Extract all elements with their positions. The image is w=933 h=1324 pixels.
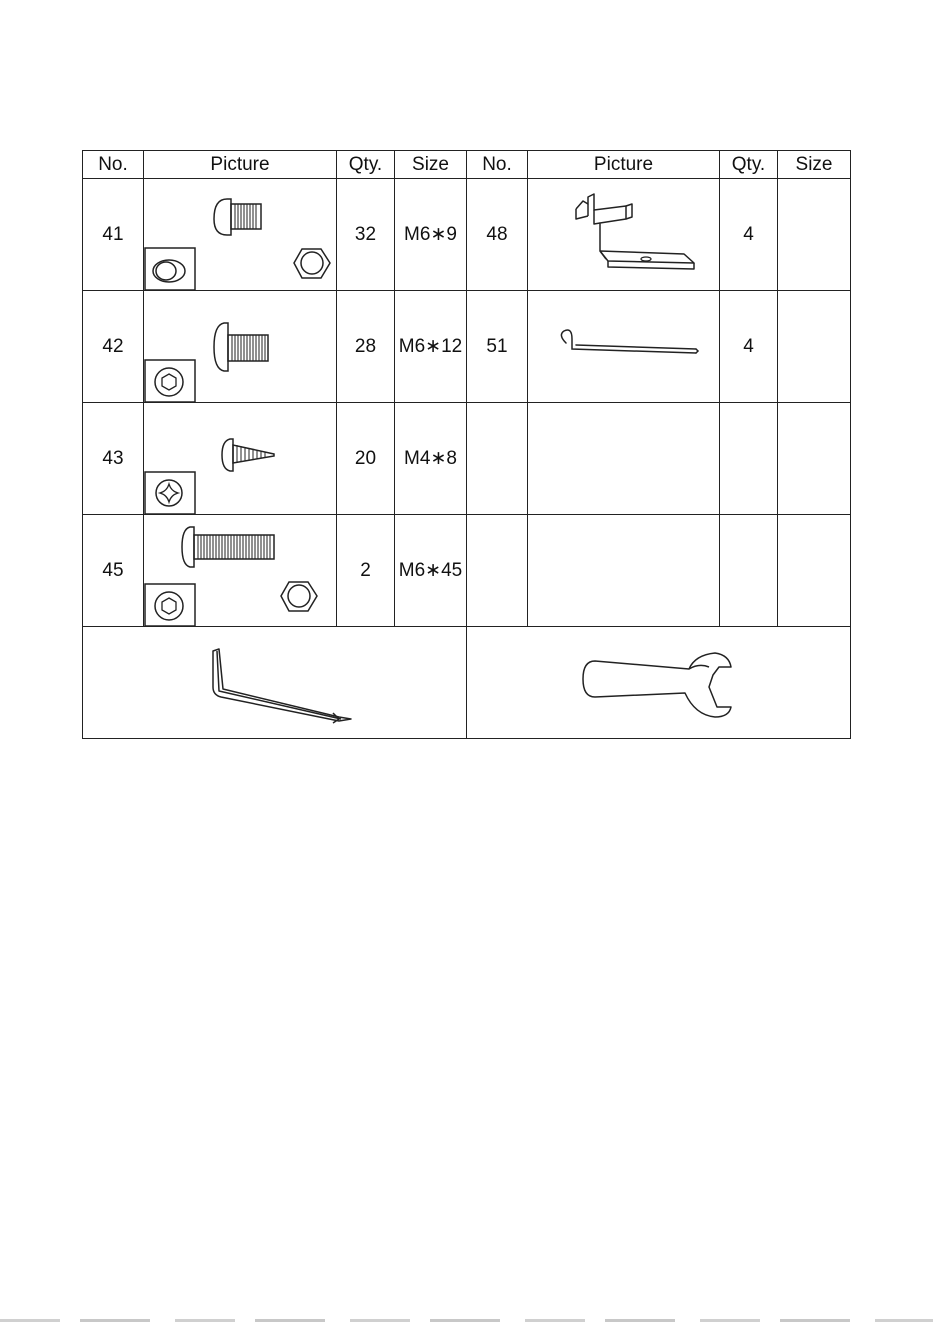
allen-key-icon xyxy=(83,627,467,738)
part-size xyxy=(778,179,851,291)
part-quantity xyxy=(720,515,778,627)
header-picture: Picture xyxy=(528,151,720,179)
long-bolt-with-hex-nut-icon xyxy=(144,515,337,626)
header-no: No. xyxy=(467,151,528,179)
part-number: 43 xyxy=(83,403,144,515)
part-picture xyxy=(528,515,720,627)
part-size: M6∗12 xyxy=(395,291,467,403)
part-picture xyxy=(144,515,337,627)
allen-key-cell xyxy=(83,627,467,739)
table-row xyxy=(83,403,851,515)
part-number: 51 xyxy=(467,291,528,403)
part-size: M6∗45 xyxy=(395,515,467,627)
part-size xyxy=(778,403,851,515)
part-number xyxy=(467,403,528,515)
part-picture xyxy=(528,179,720,291)
scan-edge-line xyxy=(0,1319,933,1322)
part-picture xyxy=(144,179,337,291)
part-quantity: 4 xyxy=(720,179,778,291)
part-size xyxy=(778,515,851,627)
header-no: No. xyxy=(83,151,144,179)
hardware-parts-sheet xyxy=(82,150,850,738)
part-quantity: 2 xyxy=(337,515,395,627)
bent-metal-bracket-icon xyxy=(528,179,720,290)
header-qty: Qty. xyxy=(337,151,395,179)
part-number: 42 xyxy=(83,291,144,403)
part-quantity: 32 xyxy=(337,179,395,291)
part-quantity: 4 xyxy=(720,291,778,403)
part-quantity xyxy=(720,403,778,515)
header-size: Size xyxy=(778,151,851,179)
part-number: 45 xyxy=(83,515,144,627)
header-picture: Picture xyxy=(144,151,337,179)
header-size: Size xyxy=(395,151,467,179)
part-picture xyxy=(144,291,337,403)
tools-row xyxy=(83,627,851,739)
button-head-bolt-with-washer-and-hex-nut-icon xyxy=(144,179,337,290)
part-size: M4∗8 xyxy=(395,403,467,515)
part-quantity: 28 xyxy=(337,291,395,403)
self-tapping-screw-phillips-icon xyxy=(144,403,337,514)
wrench-cell xyxy=(467,627,851,739)
part-size xyxy=(778,291,851,403)
button-head-bolt-with-hex-socket-icon xyxy=(144,291,337,402)
part-quantity: 20 xyxy=(337,403,395,515)
hardware-parts-table xyxy=(82,150,851,739)
part-number: 48 xyxy=(467,179,528,291)
table-row xyxy=(83,515,851,627)
table-row xyxy=(83,179,851,291)
part-picture xyxy=(528,291,720,403)
hook-pin-icon xyxy=(528,291,720,402)
part-size: M6∗9 xyxy=(395,179,467,291)
part-number: 41 xyxy=(83,179,144,291)
header-qty: Qty. xyxy=(720,151,778,179)
part-picture xyxy=(144,403,337,515)
part-number xyxy=(467,515,528,627)
table-row xyxy=(83,291,851,403)
table-header-row xyxy=(83,151,851,179)
part-picture xyxy=(528,403,720,515)
open-end-wrench-icon xyxy=(467,627,851,738)
